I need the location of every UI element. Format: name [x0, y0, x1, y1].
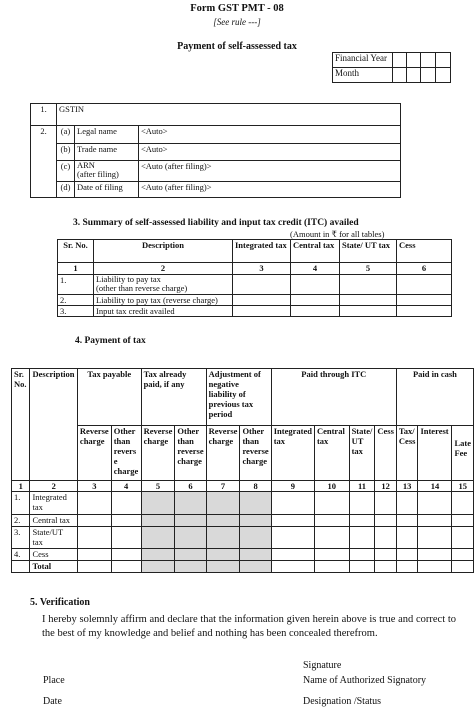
shaded-cell	[141, 549, 175, 561]
col-number: 14	[418, 481, 452, 492]
total-row	[12, 561, 474, 573]
date-of-filing-value: <Auto (after filing)>	[139, 182, 401, 198]
trade-name-label: Trade name	[75, 144, 139, 161]
value-cell[interactable]	[375, 549, 397, 561]
shaded-cell	[206, 515, 240, 527]
table-row	[12, 527, 474, 549]
header-central: Central tax	[291, 240, 340, 263]
row-description: Central tax	[30, 515, 77, 527]
month-label: Month	[333, 68, 393, 83]
row-number: 4.	[12, 549, 30, 561]
shaded-cell	[240, 561, 271, 573]
shaded-cell	[240, 527, 271, 549]
value-cell[interactable]	[349, 549, 375, 561]
sub-central-tax: Central tax	[314, 426, 349, 481]
col-number: 10	[314, 481, 349, 492]
value-cell[interactable]	[340, 295, 397, 306]
row-number: 1.	[12, 492, 30, 515]
sub-tax-cess: Tax/ Cess	[396, 426, 418, 481]
row-description: Liability to pay tax (other than reverse charge)	[94, 275, 233, 295]
arn-label: ARN (after filing)	[75, 161, 139, 182]
header-paid-cash: Paid in cash	[396, 369, 473, 426]
sub-label: (d)	[57, 182, 75, 198]
arn-value: <Auto (after filing)>	[139, 161, 401, 182]
row-number: 2.	[12, 515, 30, 527]
sub-cess: Cess	[375, 426, 397, 481]
value-cell[interactable]	[77, 527, 111, 549]
col-number: 2	[94, 263, 233, 275]
trade-name-value: <Auto>	[139, 144, 401, 161]
amount-note: (Amount in ₹ for all tables)	[290, 229, 385, 239]
row-number: 1.	[58, 275, 94, 295]
shaded-cell	[141, 515, 175, 527]
value-cell[interactable]	[418, 549, 452, 561]
legal-name-label: Legal name	[75, 126, 139, 144]
shaded-cell	[240, 492, 271, 515]
column-number-row	[12, 481, 474, 492]
shaded-cell	[175, 492, 206, 515]
sub-other-charge: Other than reverse charge	[240, 426, 271, 481]
sub-reverse-charge: Reverse charge	[141, 426, 175, 481]
row-number: 3.	[12, 527, 30, 549]
value-cell[interactable]	[397, 275, 452, 295]
verification-text: I hereby solemnly affirm and declare that the information given herein above is true and correct to the best of my knowledge and belief and nothing has been concealed therefrom.	[42, 614, 456, 639]
value-cell[interactable]	[340, 306, 397, 317]
col-number: 13	[396, 481, 418, 492]
col-number: 1	[58, 263, 94, 275]
row-number: 3.	[58, 306, 94, 317]
value-cell[interactable]	[233, 295, 291, 306]
value-cell[interactable]	[349, 527, 375, 549]
col-number: 11	[349, 481, 375, 492]
value-cell[interactable]	[271, 515, 314, 527]
shaded-cell	[206, 492, 240, 515]
designation-label: Designation /Status	[303, 696, 382, 707]
col-number: 9	[271, 481, 314, 492]
value-cell[interactable]	[452, 492, 474, 515]
value-cell[interactable]	[271, 561, 314, 573]
table-row	[12, 549, 474, 561]
section-5-heading: 5. Verification	[30, 597, 90, 608]
value-cell[interactable]	[314, 515, 349, 527]
value-cell[interactable]	[111, 527, 141, 549]
value-cell[interactable]	[77, 549, 111, 561]
value-cell[interactable]	[396, 492, 418, 515]
legal-name-value: <Auto>	[139, 126, 401, 144]
header-paid-itc: Paid through ITC	[271, 369, 396, 426]
col-number: 6	[397, 263, 452, 275]
sub-reverse-charge: Reverse charge	[77, 426, 111, 481]
fy-box[interactable]	[407, 53, 421, 68]
header-description: Description	[94, 240, 233, 263]
col-number: 15	[452, 481, 474, 492]
col-number: 5	[141, 481, 175, 492]
col-number: 3	[77, 481, 111, 492]
value-cell[interactable]	[314, 549, 349, 561]
value-cell[interactable]	[314, 561, 349, 573]
value-cell[interactable]	[291, 275, 340, 295]
row-description: Cess	[30, 549, 77, 561]
shaded-cell	[206, 527, 240, 549]
value-cell[interactable]	[77, 492, 111, 515]
value-cell[interactable]	[452, 515, 474, 527]
col-number: 4	[111, 481, 141, 492]
table-row	[12, 515, 474, 527]
date-of-filing-label: Date of filing	[75, 182, 139, 198]
shaded-cell	[141, 527, 175, 549]
value-cell[interactable]	[111, 549, 141, 561]
sub-other-charge: Other than reverse charge	[175, 426, 206, 481]
col-number: 1	[12, 481, 30, 492]
value-cell[interactable]	[111, 515, 141, 527]
period-table	[332, 52, 451, 83]
date-label: Date	[43, 696, 62, 707]
form-subtitle: Payment of self-assessed tax	[177, 41, 297, 52]
value-cell[interactable]	[396, 561, 418, 573]
row-number: 2.	[58, 295, 94, 306]
shaded-cell	[206, 561, 240, 573]
sub-state-tax: State/ UT tax	[349, 426, 375, 481]
col-number: 7	[206, 481, 240, 492]
value-cell[interactable]	[375, 561, 397, 573]
value-cell[interactable]	[375, 492, 397, 515]
col-number: 4	[291, 263, 340, 275]
row-number: 2.	[31, 126, 57, 198]
col-number: 6	[175, 481, 206, 492]
form-title: Form GST PMT - 08	[190, 3, 284, 14]
place-label: Place	[43, 675, 65, 686]
sub-interest: Interest	[418, 426, 452, 481]
value-cell[interactable]	[349, 561, 375, 573]
payment-table	[11, 368, 474, 573]
section-3-heading: 3. Summary of self-assessed liability and input tax credit (ITC) availed	[73, 218, 359, 228]
header-adjustment: Adjustment of negative liability of previous tax period	[206, 369, 271, 426]
value-cell[interactable]	[452, 561, 474, 573]
value-cell[interactable]	[340, 275, 397, 295]
value-cell[interactable]	[233, 306, 291, 317]
value-cell[interactable]	[349, 492, 375, 515]
value-cell[interactable]	[291, 295, 340, 306]
col-number: 2	[30, 481, 77, 492]
sub-label: (c)	[57, 161, 75, 182]
shaded-cell	[240, 549, 271, 561]
signatory-name-label: Name of Authorized Signatory	[303, 675, 427, 686]
taxpayer-table	[30, 103, 401, 198]
row-number	[12, 561, 30, 573]
value-cell[interactable]	[418, 561, 452, 573]
shaded-cell	[206, 549, 240, 561]
section-4-heading: 4. Payment of tax	[75, 336, 146, 346]
shaded-cell	[240, 515, 271, 527]
table-row	[12, 492, 474, 515]
fy-box[interactable]	[436, 53, 451, 68]
header-srno: Sr. No.	[12, 369, 30, 481]
header-description: Description	[30, 369, 77, 481]
value-cell[interactable]	[314, 527, 349, 549]
header-tax-paid: Tax already paid, if any	[141, 369, 206, 426]
value-cell[interactable]	[271, 492, 314, 515]
value-cell[interactable]	[271, 549, 314, 561]
financial-year-label: Financial Year	[333, 53, 393, 68]
fy-box[interactable]	[421, 53, 436, 68]
gstin-label: GSTIN	[57, 104, 401, 126]
col-number: 5	[340, 263, 397, 275]
rule-reference: [See rule ---]	[213, 17, 261, 27]
row-description: Input tax credit availed	[94, 306, 233, 317]
shaded-cell	[141, 492, 175, 515]
row-description: State/UT tax	[30, 527, 77, 549]
value-cell[interactable]	[291, 306, 340, 317]
row-description: Integrated tax	[30, 492, 77, 515]
value-cell[interactable]	[111, 561, 141, 573]
header-integrated: Integrated tax	[233, 240, 291, 263]
col-number: 3	[233, 263, 291, 275]
month-box[interactable]	[393, 68, 407, 83]
value-cell[interactable]	[111, 492, 141, 515]
month-box[interactable]	[407, 68, 421, 83]
sub-label: (a)	[57, 126, 75, 144]
shaded-cell	[175, 561, 206, 573]
value-cell[interactable]	[396, 515, 418, 527]
header-state: State/ UT tax	[340, 240, 397, 263]
value-cell[interactable]	[397, 295, 452, 306]
value-cell[interactable]	[233, 275, 291, 295]
value-cell[interactable]	[452, 527, 474, 549]
value-cell[interactable]	[375, 527, 397, 549]
total-label: Total	[30, 561, 77, 573]
header-tax-payable: Tax payable	[77, 369, 141, 426]
month-box[interactable]	[436, 68, 451, 83]
value-cell[interactable]	[314, 492, 349, 515]
value-cell[interactable]	[418, 515, 452, 527]
value-cell[interactable]	[396, 549, 418, 561]
value-cell[interactable]	[77, 515, 111, 527]
fy-box[interactable]	[393, 53, 407, 68]
row-number: 1.	[31, 104, 57, 126]
sub-label: (b)	[57, 144, 75, 161]
header-cess: Cess	[397, 240, 452, 263]
summary-table	[57, 239, 452, 317]
sub-reverse-charge: Reverse charge	[206, 426, 240, 481]
value-cell[interactable]	[349, 515, 375, 527]
value-cell[interactable]	[396, 527, 418, 549]
value-cell[interactable]	[418, 492, 452, 515]
value-cell[interactable]	[418, 527, 452, 549]
col-number: 12	[375, 481, 397, 492]
value-cell[interactable]	[271, 527, 314, 549]
shaded-cell	[175, 515, 206, 527]
shaded-cell	[141, 561, 175, 573]
value-cell[interactable]	[375, 515, 397, 527]
value-cell[interactable]	[397, 306, 452, 317]
shaded-cell	[175, 549, 206, 561]
col-number: 8	[240, 481, 271, 492]
signature-label: Signature	[303, 660, 342, 671]
sub-integrated-tax: Integrated tax	[271, 426, 314, 481]
month-box[interactable]	[421, 68, 436, 83]
shaded-cell	[175, 527, 206, 549]
value-cell[interactable]	[452, 549, 474, 561]
value-cell[interactable]	[77, 561, 111, 573]
row-description: Liability to pay tax (reverse charge)	[94, 295, 233, 306]
header-srno: Sr. No.	[58, 240, 94, 263]
sub-other-charge: Other than revers e charge	[111, 426, 141, 481]
sub-late-fee: Late Fee	[452, 426, 474, 481]
